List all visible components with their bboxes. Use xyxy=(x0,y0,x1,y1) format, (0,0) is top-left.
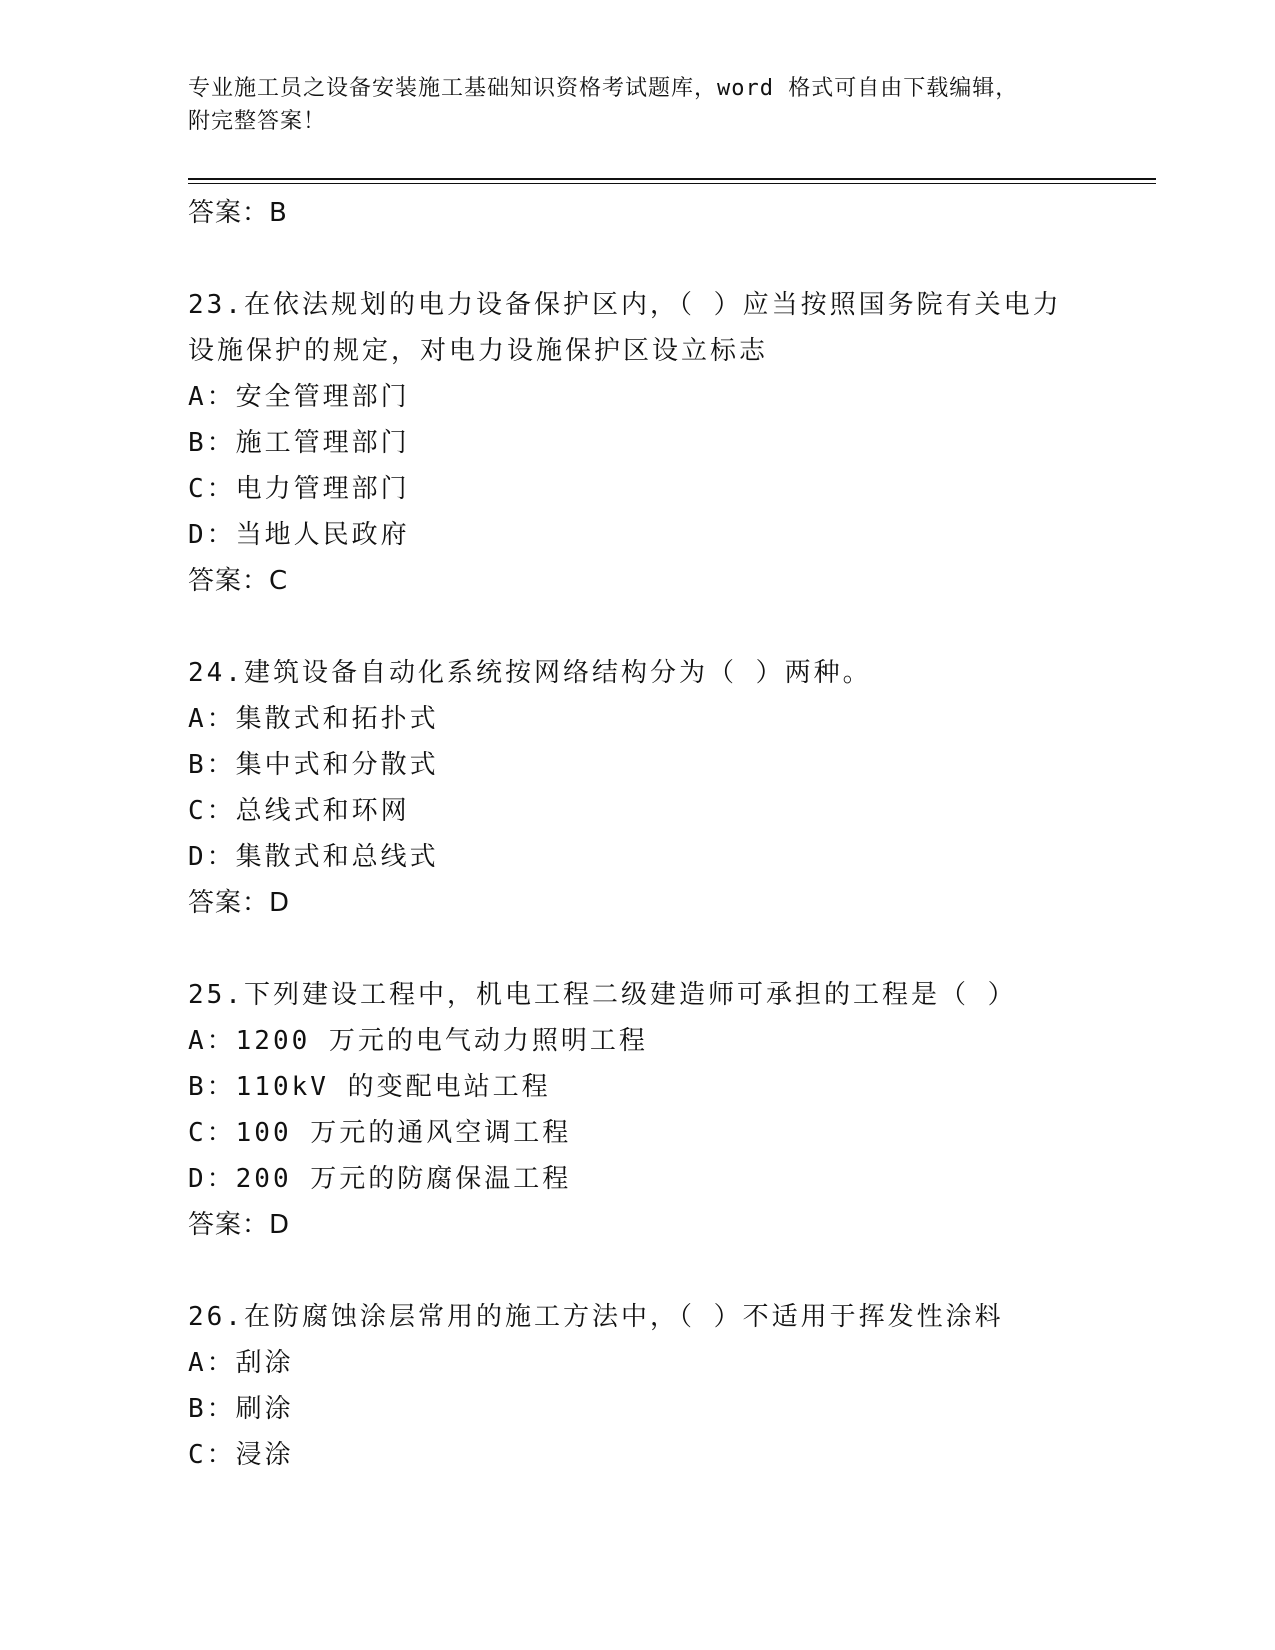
question-26 xyxy=(188,1294,1088,1478)
option-a: A：1200 万元的电气动力照明工程 xyxy=(188,1026,648,1056)
option-c: C：总线式和环网 xyxy=(188,796,410,826)
question-stem: 25.下列建设工程中，机电工程二级建造师可承担的工程是（ ） xyxy=(188,980,1017,1010)
question-25 xyxy=(188,972,1088,1248)
header-divider-thick xyxy=(188,178,1156,180)
header-line-2: 附完整答案！ xyxy=(188,109,327,134)
document-body xyxy=(188,190,1088,1478)
question-stem: 设施保护的规定，对电力设施保护区设立标志 xyxy=(188,336,769,366)
question-stem: 23.在依法规划的电力设备保护区内，（ ）应当按照国务院有关电力 xyxy=(188,290,1062,320)
option-b: B：施工管理部门 xyxy=(188,428,410,458)
option-d: D：集散式和总线式 xyxy=(188,842,439,872)
option-d: D：当地人民政府 xyxy=(188,520,410,550)
option-b: B：集中式和分散式 xyxy=(188,750,439,780)
option-c: C：电力管理部门 xyxy=(188,474,410,504)
option-a: A：安全管理部门 xyxy=(188,382,410,412)
option-c: C：浸涂 xyxy=(188,1440,294,1470)
header-divider-thin xyxy=(188,183,1156,184)
header-line-1: 专业施工员之设备安装施工基础知识资格考试题库，word 格式可自由下载编辑， xyxy=(188,76,1019,101)
document-header xyxy=(188,72,1088,138)
answer-previous: 答案：B xyxy=(188,198,288,228)
option-a: A：集散式和拓扑式 xyxy=(188,704,439,734)
option-b: B：110kV 的变配电站工程 xyxy=(188,1072,551,1102)
answer: 答案：D xyxy=(188,1210,291,1240)
option-c: C：100 万元的通风空调工程 xyxy=(188,1118,572,1148)
option-b: B：刷涂 xyxy=(188,1394,294,1424)
option-a: A：刮涂 xyxy=(188,1348,294,1378)
question-23 xyxy=(188,282,1088,604)
question-24 xyxy=(188,650,1088,926)
question-stem: 24.建筑设备自动化系统按网络结构分为（ ）两种。 xyxy=(188,658,872,688)
answer: 答案：C xyxy=(188,566,289,596)
question-stem: 26.在防腐蚀涂层常用的施工方法中，（ ）不适用于挥发性涂料 xyxy=(188,1302,1004,1332)
answer: 答案：D xyxy=(188,888,291,918)
option-d: D：200 万元的防腐保温工程 xyxy=(188,1164,572,1194)
